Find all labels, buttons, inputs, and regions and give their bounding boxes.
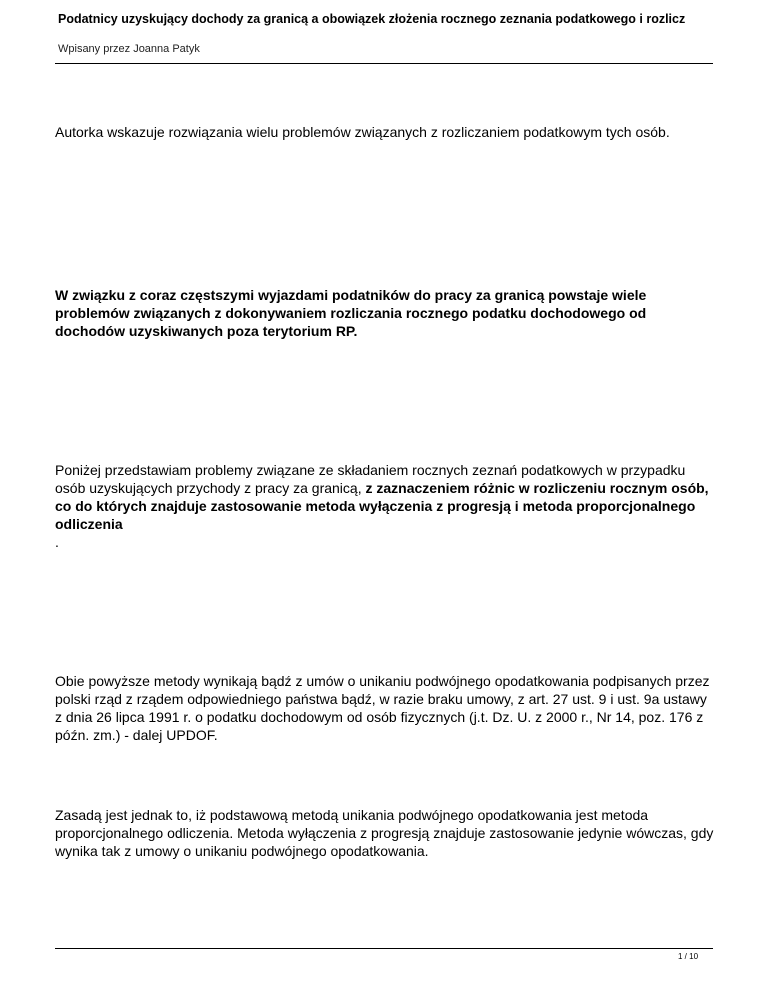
header-divider <box>55 63 713 64</box>
methods-paragraph-bold-text: z zaznaczeniem różnic w rozliczeniu rocznym osób, co do których znajduje zastosowanie metoda wyłączenia z progresją i metoda proporcjonalnego odliczenia <box>55 480 709 532</box>
page-number: 1 / 10 <box>678 952 699 961</box>
document-title: Podatnicy uzyskujący dochody za granicą a obowiązek złożenia rocznego zeznania podatkowego i rozlicz <box>58 12 686 26</box>
intro-paragraph: Autorka wskazuje rozwiązania wielu problemów związanych z rozliczaniem podatkowym tych osób. <box>55 124 670 140</box>
page-header <box>0 0 768 70</box>
principle-paragraph: Zasadą jest jednak to, iż podstawową metodą unikania podwójnego opodatkowania jest metoda proporcjonalnego odliczenia. Metoda wyłączenia z progresją znajduje zastosowanie jedynie wówczas, gdy wynika tak z umowy o unikaniu podwójnego opodatkowania. <box>55 807 714 859</box>
legal-basis-paragraph: Obie powyższe metody wynikają bądź z umów o unikaniu podwójnego opodatkowania podpisanych przez polski rząd z rządem odpowiedniego państwa bądź, w razie braku umowy, z art. 27 ust. 9 i ust. 9a ustawy z dnia 26 lipca 1991 r. o podatku dochodowym od osób fizycznych (j.t. Dz. U. z 2000 r., Nr 14, poz. 176 z późn. zm.) - dalej UPDOF. <box>55 673 710 743</box>
methods-paragraph-text: Poniżej przedstawiam problemy związane ze składaniem rocznych zeznań podatkowych w przypadku osób uzyskujących przychody z pracy za granicą, <box>55 462 686 496</box>
methods-paragraph-tail: . <box>55 534 59 550</box>
footer-divider <box>55 948 713 949</box>
lead-paragraph: W związku z coraz częstszymi wyjazdami podatników do pracy za granicą powstaje wiele problemów związanych z dokonywaniem rozliczania rocznego podatku dochodowego od dochodów uzyskiwanych poza terytorium RP. <box>55 287 647 339</box>
methods-paragraph <box>55 461 715 551</box>
author-line: Wpisany przez Joanna Patyk <box>58 43 200 55</box>
